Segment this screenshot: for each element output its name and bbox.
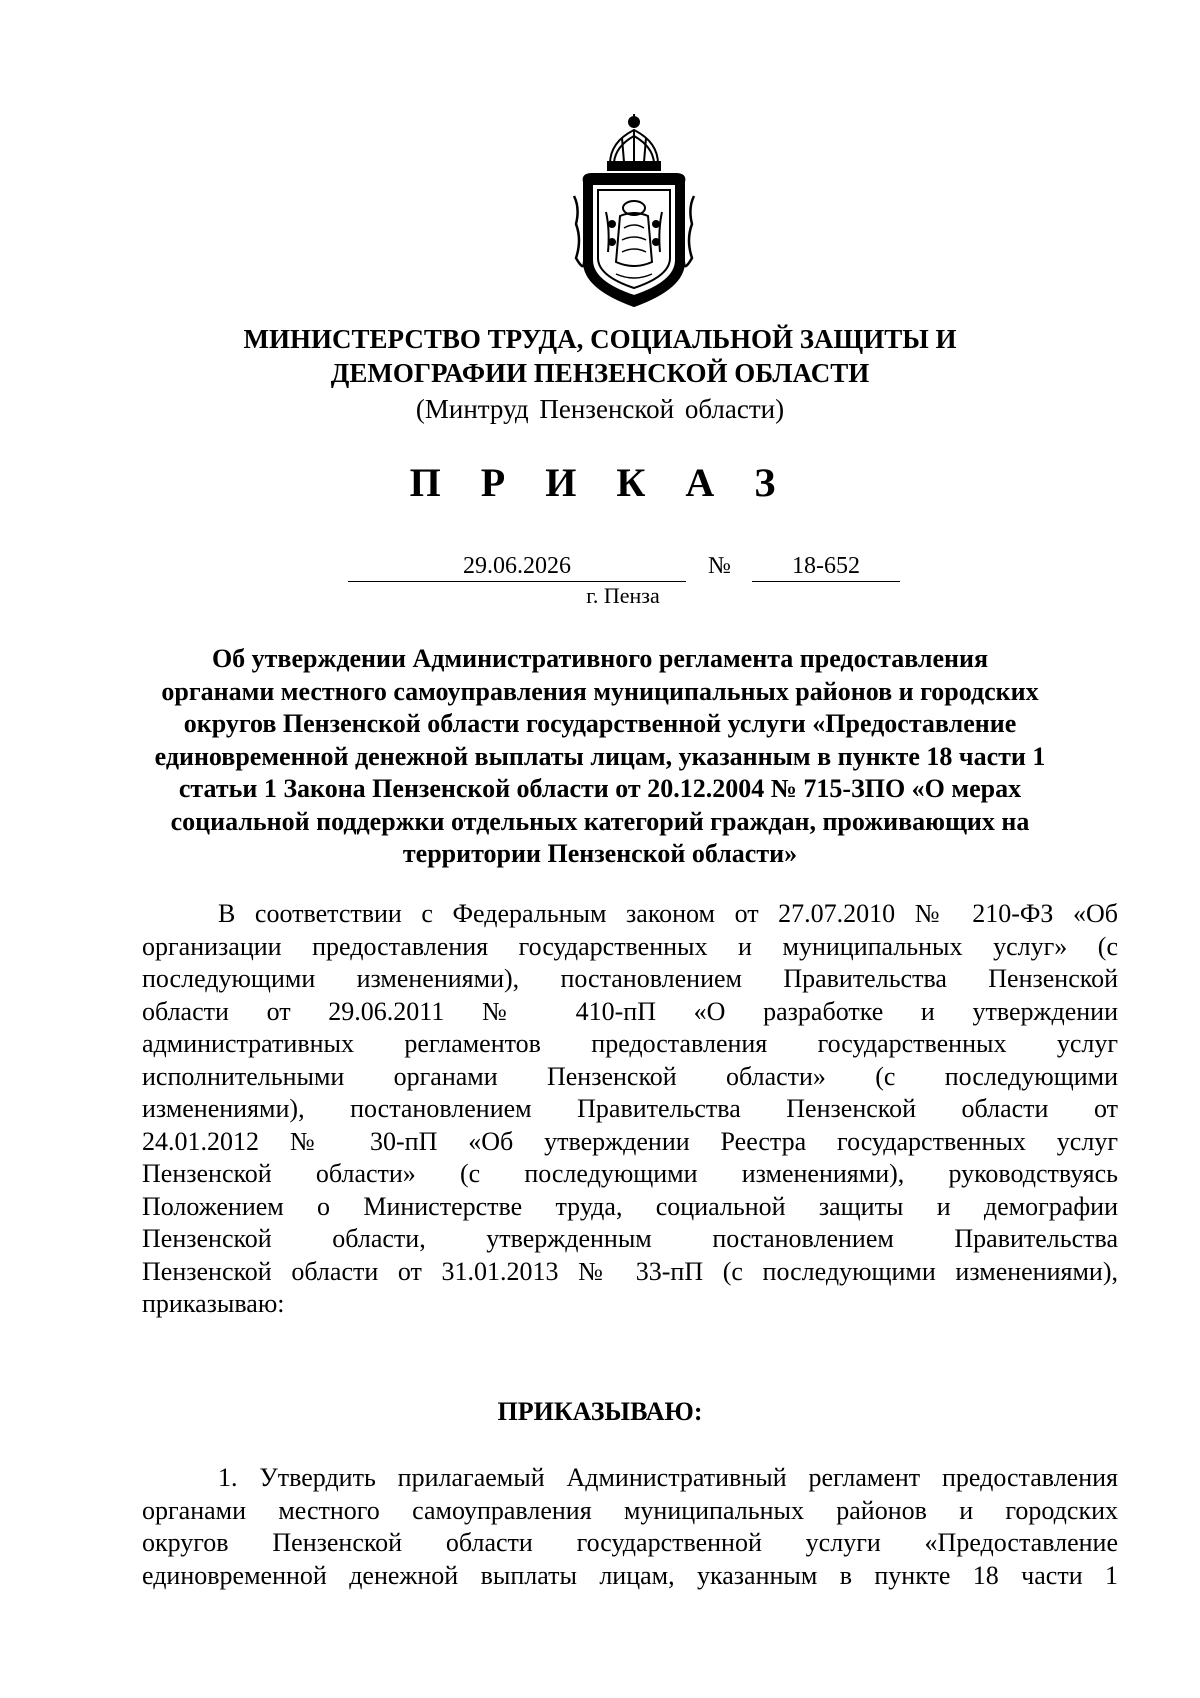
- item-1-line: округов Пензенской области государственной услуги «Предоставление: [142, 1528, 1118, 1557]
- preamble-line: организации предоставления государственных и муниципальных услуг» (с: [142, 931, 1118, 961]
- document-date: 29.06.2026: [348, 551, 686, 582]
- number-sign: №: [708, 553, 731, 579]
- document-city: г. Пенза: [586, 583, 660, 608]
- title-line: органами местного самоуправления муниципальных районов и городских: [161, 676, 1039, 706]
- preamble-line: Пензенской области, утвержденным постановлением Правительства: [142, 1224, 1118, 1253]
- order-heading: ПРИКАЗЫВАЮ:: [497, 1397, 703, 1426]
- title-line: статьи 1 Закона Пензенской области от 20.12.2004 № 715-ЗПО «О мерах: [178, 774, 1022, 803]
- coat-of-arms-icon: [570, 112, 698, 310]
- preamble-line: области от 29.06.2011 № 410-пП «О разработке и утверждении: [142, 996, 1118, 1026]
- title-line: округов Пензенской области государственной услуги «Предоставление: [183, 709, 1017, 738]
- title-line: территории Пензенской области»: [402, 839, 798, 868]
- title-line: единовременной денежной выплаты лицам, указанным в пункте 18 части 1: [154, 741, 1046, 771]
- preamble-line: исполнительными органами Пензенской области» (с последующими: [142, 1061, 1118, 1091]
- preamble-line: Пензенской области» (с последующими изменениями), руководствуясь: [142, 1159, 1118, 1188]
- item-1-line: органами местного самоуправления муниципальных районов и городских: [142, 1495, 1118, 1525]
- item-1-line: 1. Утвердить прилагаемый Административный регламент предоставления: [218, 1463, 1118, 1492]
- title-line: социальной поддержки отдельных категорий граждан, проживающих на: [170, 806, 1030, 836]
- ministry-name-line-2: ДЕМОГРАФИИ ПЕНЗЕНСКОЙ ОБЛАСТИ: [330, 358, 870, 388]
- preamble-line: административных регламентов предоставления государственных услуг: [142, 1029, 1118, 1058]
- ministry-name-line-1: МИНИСТЕРСТВО ТРУДА, СОЦИАЛЬНОЙ ЗАЩИТЫ И: [243, 324, 957, 354]
- document-type: П Р И К А З: [409, 460, 791, 505]
- item-1-line: единовременной денежной выплаты лицам, указанным в пункте 18 части 1: [142, 1560, 1118, 1590]
- document-number: 18-652: [752, 551, 900, 582]
- preamble-line: изменениями), постановлением Правительства Пензенской области от: [142, 1094, 1118, 1123]
- preamble-line: Положением о Министерстве труда, социальной защиты и демографии: [142, 1191, 1118, 1221]
- preamble-line: 24.01.2012 № 30-пП «Об утверждении Реестра государственных услуг: [142, 1126, 1118, 1156]
- preamble-line: В соответствии с Федеральным законом от 27.07.2010 № 210-ФЗ «Об: [218, 899, 1118, 928]
- preamble-line: последующими изменениями), постановлением Правительства Пензенской: [142, 964, 1118, 993]
- ministry-short-name: (Минтруд Пензенской области): [415, 394, 785, 424]
- title-line: Об утверждении Административного регламента предоставления: [211, 644, 989, 673]
- preamble-line: приказываю:: [142, 1289, 285, 1318]
- preamble-line: Пензенской области от 31.01.2013 № 33-пП (с последующими изменениями),: [142, 1256, 1118, 1286]
